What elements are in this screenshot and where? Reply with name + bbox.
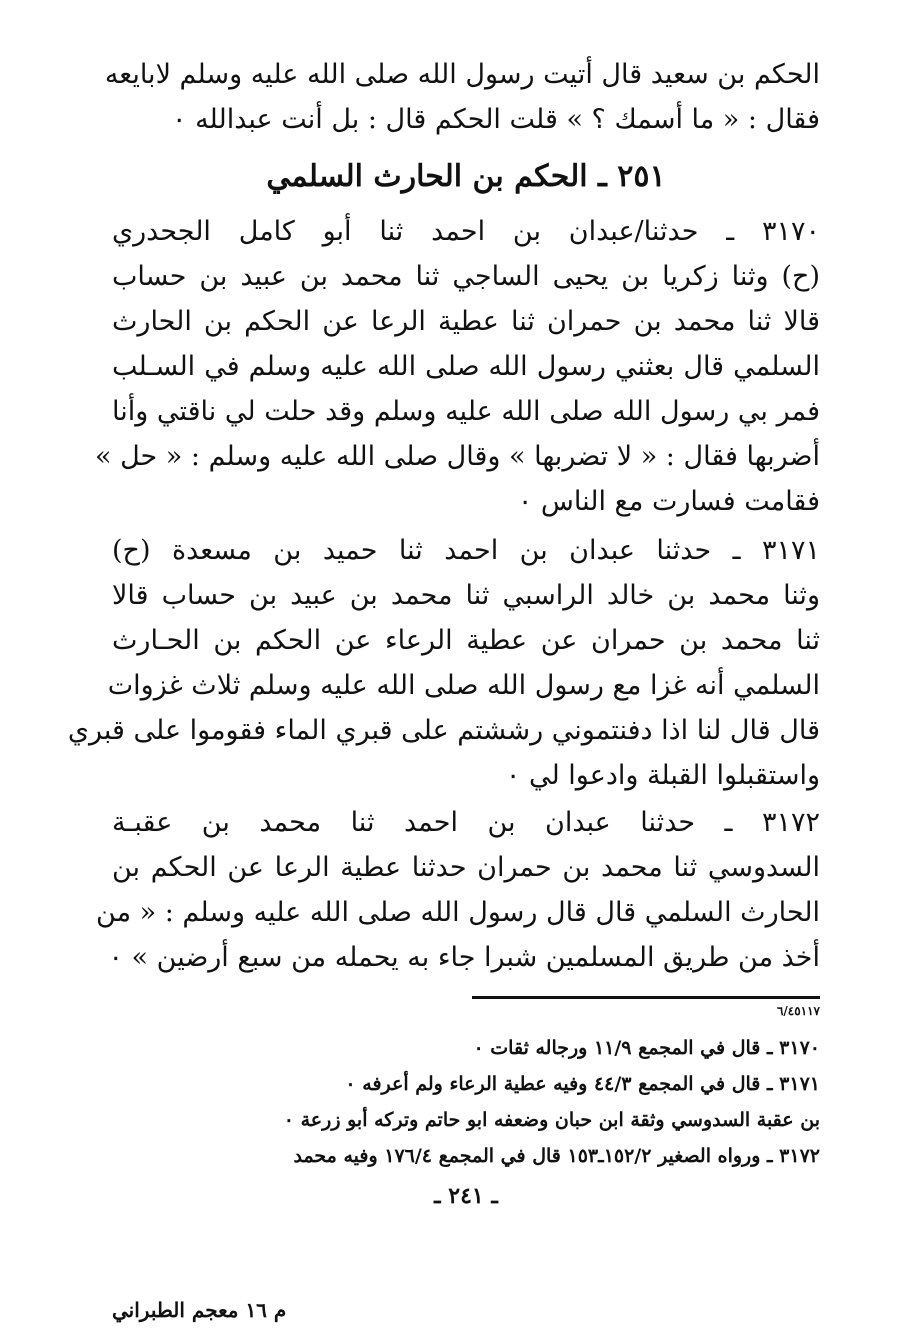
text-line: فقال : « ما أسمك ؟ » قلت الحكم قال : بل أنت عبدالله ٠ xyxy=(171,104,820,135)
text-line: الحارث السلمي قال قال رسول الله صلى الله عليه وسلم : « من xyxy=(96,897,820,928)
text-line: السلمي أنه غزا مع رسول الله صلى الله عليه وسلم ثلاث غزوات xyxy=(107,670,820,701)
text-line: ٣١٧١ ـ حدثنا عبدان بن احمد ثنا حميد بن مسعدة (ح) xyxy=(112,535,820,566)
text-line: السلمي قال بعثني رسول الله صلى الله عليه وسلم في السـلب xyxy=(112,351,820,382)
text-line: الحكم بن سعيد قال أتيت رسول الله صلى الله عليه وسلم لابايعه xyxy=(104,59,820,90)
page-number: ـ ٢٤١ ـ xyxy=(434,1183,498,1209)
text-line: فقامت فسارت مع الناس ٠ xyxy=(517,486,820,517)
intro-paragraph xyxy=(104,52,820,142)
text-line: قالا ثنا محمد بن حمران ثنا عطية الرعا عن الحكم بن الحارث xyxy=(112,306,820,337)
text-line: (ح) وثنا زكريا بن يحيى الساجي ثنا محمد بن عبيد بن حساب xyxy=(112,261,820,292)
footnotes xyxy=(112,1030,820,1174)
text-line: واستقبلوا القبلة وادعوا لي ٠ xyxy=(505,760,820,791)
hadith-3171 xyxy=(67,528,820,798)
text-line: أخذ من طريق المسلمين شبرا جاء به يحمله من سبع أرضين » ٠ xyxy=(108,942,820,973)
text-line: ٣١٧٢ ـ حدثنا عبدان بن احمد ثنا محمد بن عقبـة xyxy=(112,807,820,838)
signature-mark: م ١٦ معجم الطبراني xyxy=(112,1298,287,1322)
footnote-line: ٣١٧٠ ـ قال في المجمع ١١/٩ ورجاله ثقات ٠ xyxy=(473,1037,820,1059)
text-line: فمر بي رسول الله صلى الله عليه وسلم وقد حلت لي ناقتي وأنا xyxy=(112,396,820,427)
footnote-divider xyxy=(472,996,820,999)
footnote-marker: ٦/٤٥١١٧ xyxy=(776,1004,820,1018)
text-line: السدوسي ثنا محمد بن حمران حدثنا عطية الرعا عن الحكم بن xyxy=(112,852,820,883)
hadith-3170 xyxy=(94,209,820,524)
text-line: أضربها فقال : « لا تضربها » وقال صلى الله عليه وسلم : « حل » xyxy=(94,441,820,472)
hadith-3172 xyxy=(96,800,820,980)
section-heading: ٢٥١ ـ الحكم بن الحارث السلمي xyxy=(266,159,666,194)
text-line: قال قال لنا اذا دفنتموني رششتم على قبري الماء فقوموا على قبري xyxy=(67,715,820,746)
text-line: وثنا محمد بن خالد الراسبي ثنا محمد بن عبيد بن حساب قالا xyxy=(112,580,820,611)
footnote-line: ٣١٧٢ ـ ورواه الصغير ١٥٢/٢ـ١٥٣ قال في المجمع ١٧٦/٤ وفيه محمد xyxy=(293,1145,820,1167)
footnote-line: ٣١٧١ ـ قال في المجمع ٤٤/٣ وفيه عطية الرعاء ولم أعرفه ٠ xyxy=(345,1073,820,1095)
text-line: ٣١٧٠ ـ حدثنا/عبدان بن احمد ثنا أبو كامل الجحدري xyxy=(112,216,820,247)
footnote-line: بن عقبة السدوسي وثقة ابن حبان وضعفه ابو حاتم وتركه أبو زرعة ٠ xyxy=(283,1109,820,1131)
text-line: ثنا محمد بن حمران عن عطية الرعاء عن الحكم بن الحـارث xyxy=(112,625,820,656)
